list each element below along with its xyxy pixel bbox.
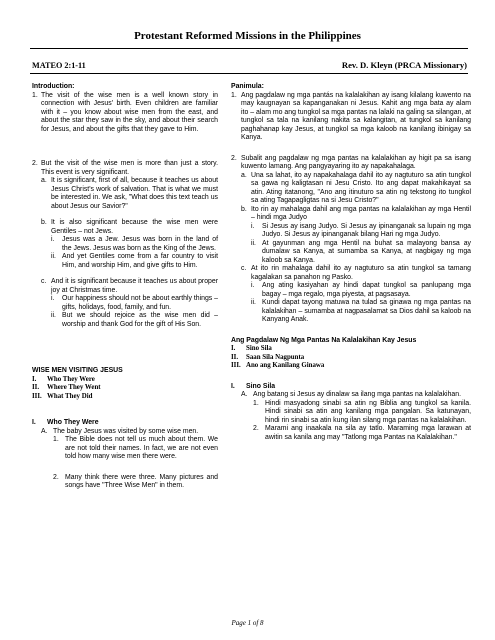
paragraph: Si Jesus ay isang Judyo. Si Jesus ay ipinanganak sa lupain ng mga Judyo. Si Jesus ay ipinanganak bilang Hari ng mga Judyo. — [262, 222, 471, 238]
paragraph: Una sa lahat, ito ay napakahalaga dahil ito ay nagtuturo sa atin tungkol sa gawa ng kaligtasan ni Jesu Cristo. Ito ang dapat makahikayat sa atin. Ating itatanong, "Ano ang itinuturo sa atin ng tekstong ito tungkol sa ating Tagapagligtas na si Jesu Cristo?" — [251, 171, 471, 204]
paragraph: But the visit of the wise men is more than just a story. This event is very significant. — [41, 160, 218, 176]
intro-heading: Panimula: — [231, 83, 264, 90]
list-item: A. The baby Jesus was visited by some wise men. — [41, 428, 218, 437]
paragraph: And yet Gentiles come from a far country to visit Him, and worship Him, and give gifts to Him. — [62, 253, 218, 269]
outline-item: III. What They Did — [32, 392, 93, 400]
list-item: b. Ito rin ay mahalaga dahil ang mga pantas na kalalakihan ay mga Hentil – hindi mga Judyo — [241, 205, 471, 221]
paragraph: The baby Jesus was visited by some wise men. — [53, 427, 199, 435]
author-line: Rev. D. Kleyn (PRCA Missionary) — [341, 60, 467, 70]
list-item: i. Jesus was a Jew. Jesus was born in the land of the Jews. Jesus was born as the King of the Jews. — [51, 236, 218, 252]
list-item: a. It is significant, first of all, because it teaches us about Jesus Christ's work of salvation. That is what we must be interested in. We ask, "What does this text teach us about Jesus our Savior?" — [41, 177, 218, 210]
list-item: b. It is also significant because the wise men were Gentiles – not Jews. — [41, 219, 218, 235]
outline-title: Ang Pagdalaw Ng Mga Pantas Na Kalalakihan Kay Jesus — [231, 336, 417, 344]
list-item: ii. At gayunman ang mga Hentil na buhat sa malayong bansa ay dumalaw sa Kanya, at sumamba sa Kanya, at nagbigay ng mga kaloob sa Kanya. — [251, 239, 471, 264]
outline-item: II. Saan Sila Nagpunta — [231, 353, 305, 361]
list-item: a. Una sa lahat, ito ay napakahalaga dahil ito ay nagtuturo sa atin tungkol sa gawa ng kaligtasan ni Jesu Cristo. Ito ang dapat makahikayat sa atin. Ating itatanong, "Ano ang itinuturo sa atin ng tekstong ito tungkol sa ating Tagapagligtas na si Jesu Cristo?" — [241, 171, 471, 204]
top-rule — [30, 48, 468, 49]
paragraph: Ito rin ay mahalaga dahil ang mga pantas na kalalakihan ay mga Hentil – hindi mga Judyo — [251, 205, 471, 221]
section-heading: I. Who They Were — [32, 419, 99, 426]
list-item: c. At ito rin mahalaga dahil ito ay nagtuturo sa atin tungkol sa tamang kagalakan sa panahon ng Pasko. — [241, 265, 471, 281]
list-item: 1. Ang pagdalaw ng mga pantás na kalalakihan ay isang kilalang kuwento na may kaugnayan sa kapanganakan ni Jesus. Kahit ang mga bata ay alam ito – alam mo ang tungkol sa mga pantas na lalaki na galing sa silangan, at tungkol sa tala na kanilang nakita sa kalangitan, at tungkol sa kanilang paghahanap kay Jesus, at tungkol sa mga kaloob na kanilang ibinigay sa Kanya. — [231, 91, 471, 141]
list-item: c. And it is significant because it teaches us about proper joy at Christmas time. — [41, 278, 218, 294]
list-item: 1. The Bible does not tell us much about them. We are not told their names. In fact, we are not even told how many wise men there were. — [53, 436, 218, 460]
english-column — [32, 83, 218, 491]
paragraph: Hindi masyadong sinabi sa atin ng Biblia ang tungkol sa kanila. Hindi sinabi sa atin ang kanilang mga pangalan. Sa katunayan, hindi rin sinabi sa atin kung ilan silang mga pantas na kalalakihan. — [265, 399, 471, 424]
paragraph: Kundi dapat tayong matuwa na tulad sa ginawa ng mga pantas na kalalakihan – sumamba at nagpasalamat sa Dios dahil sa kaloob na Kanyang Anak. — [262, 299, 471, 323]
paragraph: It is significant, first of all, because it teaches us about Jesus Christ's work of salvation. That is what we must be interested in. We ask, "What does this text teach us about Jesus our Savior?" — [51, 177, 218, 210]
outline-item: III. Ano ang Kanilang Ginawa — [231, 362, 325, 369]
header-rule — [30, 73, 468, 74]
outline-item: II. Where They Went — [32, 384, 101, 391]
paragraph: The Bible does not tell us much about them. We are not told their names. In fact, we are not even told how many wise men there were. — [65, 436, 218, 460]
paragraph: Ang pagdalaw ng mga pantás na kalalakihan ay isang kilalang kuwento na may kaugnayan sa kapanganakan ni Jesus. Kahit ang mga bata ay alam ito – alam mo ang tungkol sa mga pantas na lalaki na galing sa silangan, at tungkol sa tala na kanilang nakita sa kalangitan, at tungkol sa kanilang paghahanap kay Jesus, at tungkol sa mga kaloob na kanilang ibinigay sa Kanya. — [241, 91, 471, 141]
page-title: Protestant Reformed Missions in the Philippines — [134, 30, 361, 42]
list-item: 1. The visit of the wise men is a well known story in connection with Jesus' birth. Even children are familiar with it – you know about wise men from the east, and about the star they saw in the sky, and about their search for Jesus, and about the gifts that they gave to Him. — [32, 91, 218, 133]
list-item: 2. Subalit ang pagdalaw ng mga pantas na kalalakihan ay higit pa sa isang kuwento lamang. Ang pangyayaring ito ay napakahalaga. — [231, 154, 471, 170]
list-item: i. Our happiness should not be about earthly things – gifts, holidays, food, family, and fun. — [51, 295, 218, 311]
paragraph: Marami ang inaakala na sila ay tatlo. Maraming mga larawan at awitin sa kanila ang may "Tatlong mga Pantas na Kalalakihan." — [265, 425, 471, 441]
list-item: ii. And yet Gentiles come from a far country to visit Him, and worship Him, and give gifts to Him. — [51, 253, 218, 269]
list-item: i. Si Jesus ay isang Judyo. Si Jesus ay ipinanganak sa lupain ng mga Judyo. Si Jesus ay ipinanganak bilang Hari ng mga Judyo. — [251, 222, 471, 238]
section-heading: I. Sino Sila — [231, 382, 276, 390]
page-number: Page 1 of 8 — [231, 619, 264, 627]
paragraph: At ito rin mahalaga dahil ito ay nagtuturo sa atin tungkol sa tamang kagalakan sa panahon ng Pasko. — [251, 265, 471, 281]
paragraph: At gayunman ang mga Hentil na buhat sa malayong bansa ay dumalaw sa Kanya, at sumamba sa Kanya, at nagbigay ng mga kaloob sa Kanya. — [262, 239, 471, 264]
paragraph: It is also significant because the wise men were Gentiles – not Jews. — [51, 219, 218, 235]
outline-item: I. Who They Were — [32, 375, 95, 383]
paragraph: But we should rejoice as the wise men did – worship and thank God for the gift of His Son. — [62, 312, 218, 328]
paragraph: Many think there were three. Many pictures and songs have "Three Wise Men" in them. — [65, 473, 218, 489]
intro-heading: Introduction: — [32, 83, 75, 90]
list-item: 2. Many think there were three. Many pictures and songs have "Three Wise Men" in them. — [53, 473, 218, 489]
list-item: 1. Hindi masyadong sinabi sa atin ng Biblia ang tungkol sa kanila. Hindi sinabi sa atin ang kanilang mga pangalan. Sa katunayan, hindi rin sinabi sa atin kung ilan silang mga pantas na kalalakihan. — [253, 399, 471, 424]
list-item: 2. Marami ang inaakala na sila ay tatlo. Maraming mga larawan at awitin sa kanila ang may "Tatlong mga Pantas na Kalalakihan." — [253, 425, 471, 441]
paragraph: Subalit ang pagdalaw ng mga pantas na kalalakihan ay higit pa sa isang kuwento lamang. Ang pangyayaring ito ay napakahalaga. — [241, 154, 471, 170]
passage-reference: MATEO 2:1-11 — [32, 61, 86, 70]
list-item: ii. Kundi dapat tayong matuwa na tulad sa ginawa ng mga pantas na kalalakihan – sumamba at nagpasalamat sa Dios dahil sa kaloob na Kanyang Anak. — [251, 299, 471, 323]
outline-title: WISE MEN VISITING JESUS — [32, 367, 123, 374]
paragraph: Ang batang si Jesus ay dinalaw sa ilang mga pantas na kalalakihan. — [253, 391, 462, 398]
list-item: i. Ang ating kasiyahan ay hindi dapat tungkol sa panlupang mga bagay – mga regalo, mga piyesta, at pagsasaya. — [251, 282, 471, 298]
tagalog-column — [231, 83, 471, 442]
paragraph: Our happiness should not be about earthly things – gifts, holidays, food, family, and fun. — [62, 295, 218, 311]
paragraph: And it is significant because it teaches us about proper joy at Christmas time. — [51, 278, 218, 294]
list-item: 2. But the visit of the wise men is more than just a story. This event is very significant. — [32, 160, 218, 176]
paragraph: Jesus was a Jew. Jesus was born in the land of the Jews. Jesus was born as the King of the Jews. — [62, 236, 218, 252]
list-item: A. Ang batang si Jesus ay dinalaw sa ilang mga pantas na kalalakihan. — [241, 391, 471, 400]
paragraph: Ang ating kasiyahan ay hindi dapat tungkol sa panlupang mga bagay – mga regalo, mga piyesta, at pagsasaya. — [262, 282, 471, 298]
list-item: ii. But we should rejoice as the wise men did – worship and thank God for the gift of His Son. — [51, 312, 218, 328]
outline-item: I. Sino Sila — [231, 345, 272, 352]
paragraph: The visit of the wise men is a well known story in connection with Jesus' birth. Even children are familiar with it – you know about wise men from the east, and about the star they saw in the sky, and about their search for Jesus, and about the gifts that they gave to Him. — [41, 91, 218, 133]
